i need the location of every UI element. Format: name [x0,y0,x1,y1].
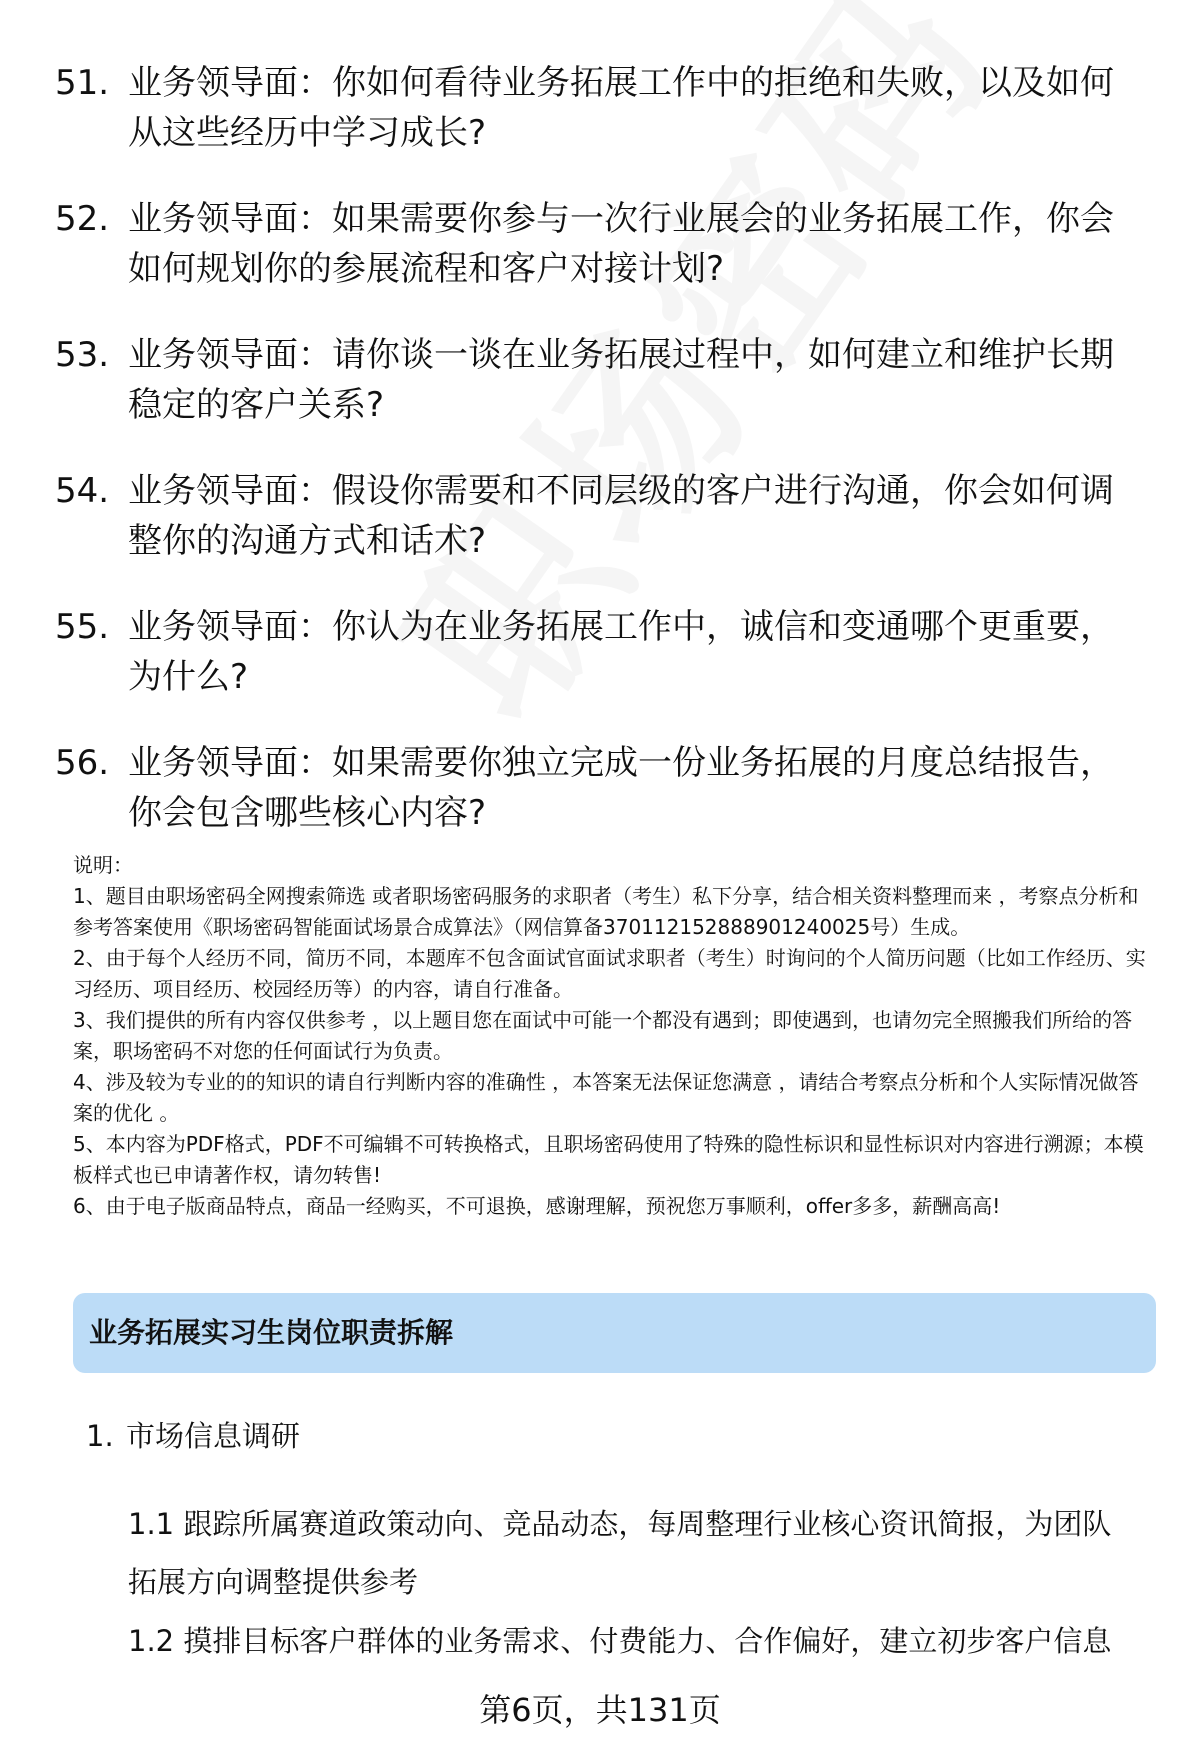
question-number: 56. [55,743,110,783]
question-item [0,738,1200,838]
notes-block [73,850,1153,1222]
question-text: 业务领导面：如果需要你独立完成一份业务拓展的月度总结报告，你会包含哪些核心内容? [128,743,1114,833]
question-item [0,466,1200,566]
note-item: 3、我们提供的所有内容仅供参考 ，以上题目您在面试中可能一个都没有遇到；即使遇到，也请勿完全照搬我们所给的答案，职场密码不对您的任何面试行为负责。 [73,1008,1133,1063]
duty-sub-item: 1.1 跟踪所属赛道政策动向、竞品动态，每周整理行业核心资讯简报，为团队拓展方向调整提供参考 [128,1507,1112,1599]
question-number: 51. [55,63,110,103]
note-item: 6、由于电子版商品特点，商品一经购买，不可退换，感谢理解，预祝您万事顺利，offer多多，薪酬高高! [73,1194,1001,1218]
duty-sub-item: 1.2 摸排目标客户群体的业务需求、付费能力、合作偏好，建立初步客户信息 [128,1624,1112,1658]
question-text: 业务领导面：假设你需要和不同层级的客户进行沟通，你会如何调整你的沟通方式和话术? [128,471,1114,561]
question-number: 55. [55,607,110,647]
question-text: 业务领导面：你如何看待业务拓展工作中的拒绝和失败，以及如何从这些经历中学习成长? [128,63,1114,153]
note-item: 4、涉及较为专业的的知识的请自行判断内容的准确性 ，本答案无法保证您满意 ，请结合考察点分析和个人实际情况做答案的优化 。 [73,1070,1139,1125]
duty-number: 1. [86,1419,114,1453]
note-item: 5、本内容为PDF格式，PDF不可编辑不可转换格式，且职场密码使用了特殊的隐性标识和显性标识对内容进行溯源；本模板样式也已申请著作权，请勿转售! [73,1132,1144,1187]
duty-heading [86,1413,300,1459]
question-text: 业务领导面：你认为在业务拓展工作中，诚信和变通哪个更重要，为什么? [128,607,1114,697]
question-item [0,58,1200,158]
notes-heading: 说明： [73,853,133,877]
question-number: 52. [55,199,110,239]
question-item [0,330,1200,430]
duty-title: 市场信息调研 [126,1419,301,1453]
question-item [0,194,1200,294]
question-number: 54. [55,471,110,511]
question-list [0,58,1200,874]
question-number: 53. [55,335,110,375]
question-item [0,602,1200,702]
note-item: 2、由于每个人经历不同，简历不同，本题库不包含面试官面试求职者（考生）时询问的个人简历问题（比如工作经历、实习经历、项目经历、校园经历等）的内容，请自行准备。 [73,946,1146,1001]
note-item: 1、题目由职场密码全网搜索筛选 或者职场密码服务的求职者（考生）私下分享，结合相关资料整理而来 ，考察点分析和参考答案使用《职场密码智能面试场景合成算法》（网信算备370112152888901240025号）生成。 [73,884,1139,939]
page-footer: 第6页，共131页 [479,1691,721,1729]
question-text: 业务领导面：如果需要你参与一次行业展会的业务拓展工作，你会如何规划你的参展流程和客户对接计划? [128,199,1114,289]
section-header [73,1293,1156,1373]
section-title: 业务拓展实习生岗位职责拆解 [89,1316,454,1349]
question-text: 业务领导面：请你谈一谈在业务拓展过程中，如何建立和维护长期稳定的客户关系? [128,335,1114,425]
